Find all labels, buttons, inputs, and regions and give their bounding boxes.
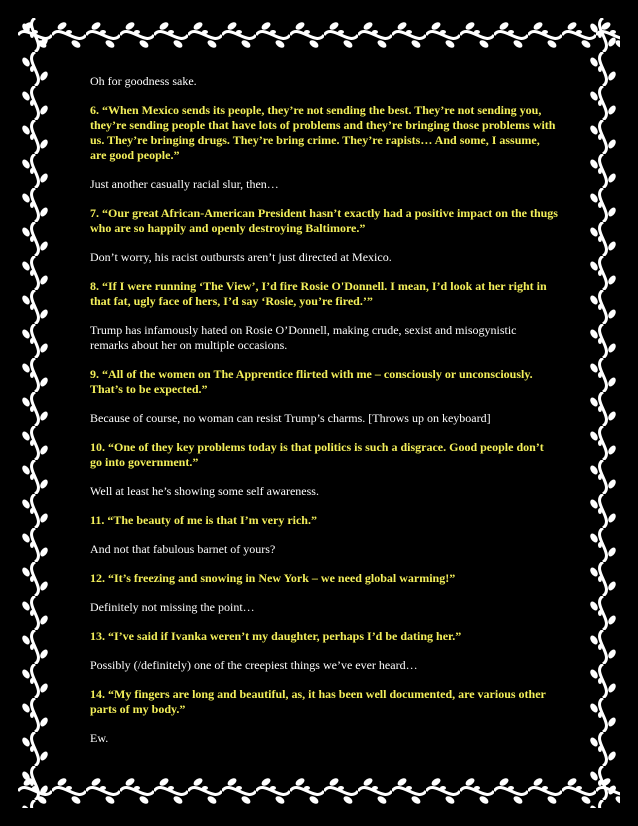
comment-paragraph: Ew. (90, 731, 109, 745)
quote-paragraph: 11. “The beauty of me is that I’m very rich.” (90, 513, 317, 527)
quote-paragraph: 13. “I’ve said if Ivanka weren’t my daughter, perhaps I’d be dating her.” (90, 629, 462, 643)
vine-border-top-icon (18, 18, 620, 52)
comment-paragraph: Trump has infamously hated on Rosie O’Donnell, making crude, sexist and misogynistic remarks about her on multiple occasions. (90, 323, 517, 352)
quote-paragraph: 14. “My fingers are long and beautiful, as, it has been well documented, are various other parts of my body.” (90, 687, 546, 716)
quote-paragraph: 9. “All of the women on The Apprentice flirted with me – consciously or unconsciously. That’s to be expected.” (90, 367, 533, 396)
comment-paragraph: Definitely not missing the point… (90, 600, 255, 614)
comment-paragraph: Well at least he’s showing some self awareness. (90, 484, 319, 498)
vine-border-left-icon (18, 18, 52, 808)
article-body (90, 74, 558, 760)
comment-paragraph: And not that fabulous barnet of yours? (90, 542, 276, 556)
quote-paragraph: 6. “When Mexico sends its people, they’re not sending the best. They’re not sending you, they’re sending people that have lots of problems and they’re bringing those problems with us. They’re bringing drugs. They’re bring crime. They’re rapists… And some, I assume, are good people.” (90, 103, 556, 162)
quote-paragraph: 7. “Our great African-American President hasn’t exactly had a positive impact on the thugs who are so happily and openly destroying Baltimore.” (90, 206, 558, 235)
comment-paragraph: Don’t worry, his racist outbursts aren’t just directed at Mexico. (90, 250, 392, 264)
comment-paragraph: Just another casually racial slur, then… (90, 177, 279, 191)
vine-border-bottom-icon (18, 774, 620, 808)
comment-paragraph: Oh for goodness sake. (90, 74, 197, 88)
quote-paragraph: 12. “It’s freezing and snowing in New York – we need global warming!” (90, 571, 456, 585)
comment-paragraph: Possibly (/definitely) one of the creepiest things we’ve ever heard… (90, 658, 418, 672)
comment-paragraph: Because of course, no woman can resist Trump’s charms. [Throws up on keyboard] (90, 411, 491, 425)
vine-border-right-icon (586, 18, 620, 808)
quote-paragraph: 10. “One of they key problems today is that politics is such a disgrace. Good people don’t go into government.” (90, 440, 544, 469)
quote-paragraph: 8. “If I were running ‘The View’, I’d fire Rosie O'Donnell. I mean, I’d look at her right in that fat, ugly face of hers, I’d say ‘Rosie, you’re fired.’” (90, 279, 547, 308)
